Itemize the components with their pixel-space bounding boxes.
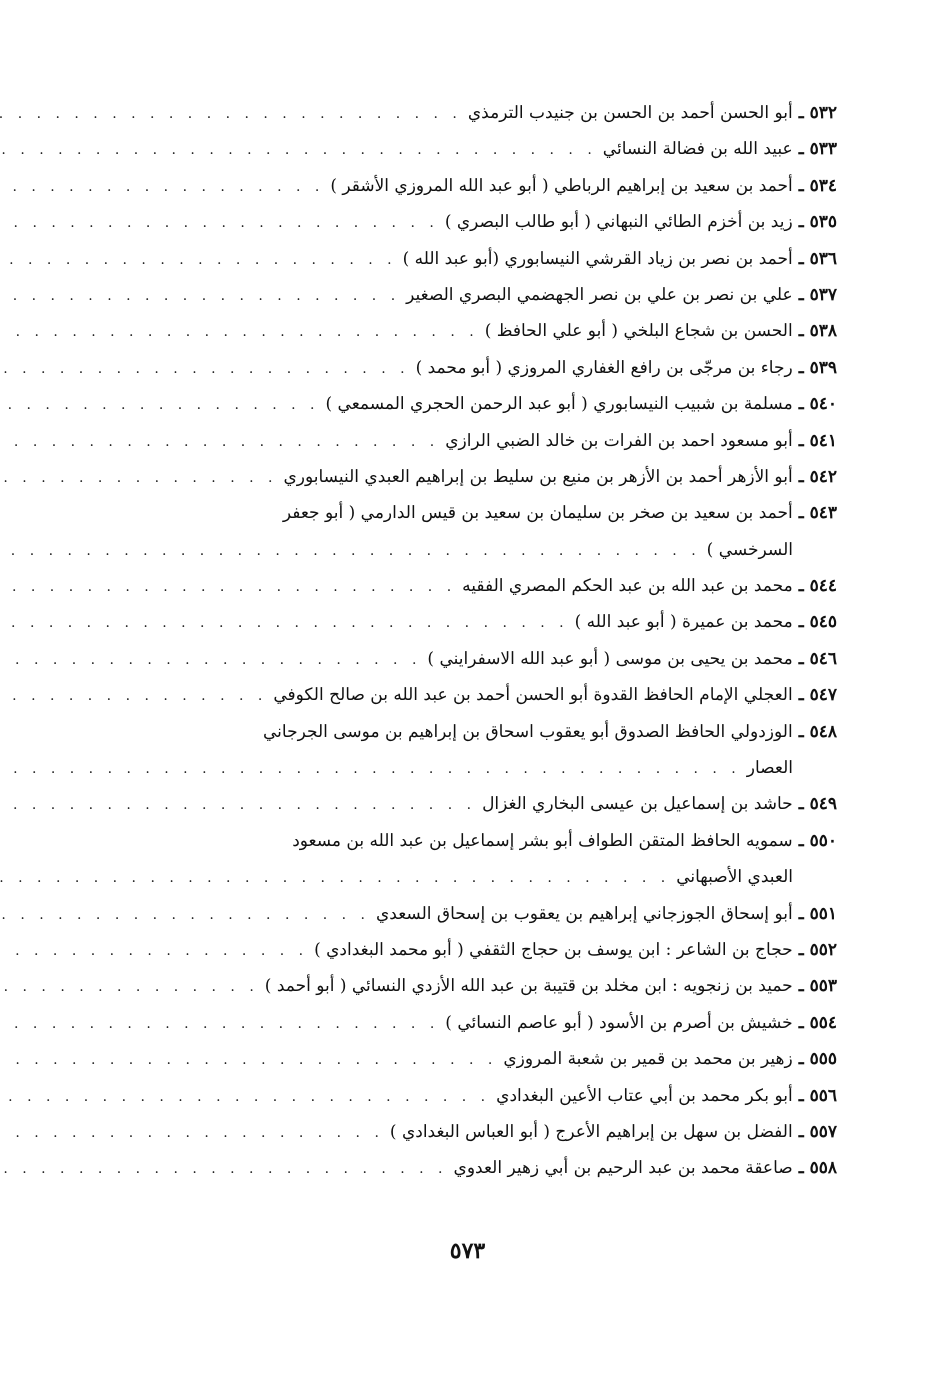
- entry-title: زهير بن محمد بن قمير بن شعبة المروزي: [503, 1049, 793, 1070]
- entry-number: ٥٣٣ ـ: [798, 139, 837, 160]
- entry-number: ٥٤٠ ـ: [798, 394, 837, 415]
- toc-entry: [125, 677, 837, 713]
- entry-title: أبو الأزهر أحمد بن الأزهر بن منيع بن سليط بن إبراهيم العبدي النيسابوري: [283, 466, 793, 487]
- entry-title: علي بن نصر بن علي بن نصر الجهضمي البصري الصغير: [406, 284, 793, 305]
- entry-number: ٥٥٤ ـ: [798, 1012, 837, 1033]
- toc-entry: [125, 568, 837, 604]
- dot-leader: [0, 787, 476, 823]
- entry-title: أحمد بن سعيد بن صخر بن سليمان بن سعيد بن قيس الدارمي ( أبو جعفر: [282, 503, 793, 524]
- dot-leader: [0, 969, 259, 1005]
- entry-number: ٥٣٩ ـ: [798, 357, 837, 378]
- entry-number: ٥٣٦ ـ: [798, 248, 837, 269]
- entry-title: أبو مسعود احمد بن الفرات بن خالد الضبي الرازي: [445, 430, 793, 451]
- entry-title: العبدي الأصبهاني: [676, 867, 793, 888]
- entry-number: ٥٣٨ ـ: [798, 321, 837, 342]
- dot-leader: [0, 1151, 448, 1187]
- toc-entry: [125, 1041, 837, 1077]
- entry-title: العصار: [746, 758, 793, 779]
- dot-leader: [0, 1079, 490, 1115]
- dot-leader: [0, 569, 456, 605]
- dot-leader: [0, 605, 569, 641]
- entry-title: سمويه الحافظ المتقن الطواف أبو بشر إسماعيل بن عبد الله بن مسعود: [292, 830, 793, 851]
- toc-entry: [125, 313, 837, 349]
- entry-number: ٥٤٨ ـ: [798, 721, 837, 742]
- toc-entry: [125, 641, 837, 677]
- entry-title: حميد بن زنجويه : ابن مخلد بن قتيبة بن عبد الله الأزدي النسائي ( أبو أحمد ): [264, 976, 793, 997]
- toc-entry: [125, 277, 837, 313]
- toc-entry: [125, 932, 837, 968]
- entry-title: السرخسي ): [706, 539, 793, 560]
- dot-leader: [0, 1115, 384, 1151]
- dot-leader: [0, 533, 701, 569]
- dot-leader: [0, 169, 324, 205]
- dot-leader: [0, 96, 462, 132]
- entry-number: ٥٥٥ ـ: [798, 1049, 837, 1070]
- entry-number: ٥٤٢ ـ: [798, 466, 837, 487]
- dot-leader: [0, 642, 421, 678]
- dot-leader: [0, 897, 370, 933]
- toc-entry: [125, 495, 837, 531]
- dot-leader: [0, 205, 439, 241]
- entry-number: ٥٥٣ ـ: [798, 976, 837, 997]
- entry-title: حاشد بن إسماعيل بن عيسى البخاري الغزال: [482, 794, 793, 815]
- toc-entry: [125, 423, 837, 459]
- dot-leader: [0, 424, 439, 460]
- toc-entry: [125, 786, 837, 822]
- toc-entry: [125, 204, 837, 240]
- entry-number: ٥٥٨ ـ: [798, 1158, 837, 1179]
- toc-entry: [125, 1005, 837, 1041]
- entry-title: مسلمة بن شبيب النيسابوري ( أبو عبد الرحمن الحجري المسمعي ): [325, 394, 793, 415]
- toc-entry: [125, 241, 837, 277]
- toc-entry: [125, 95, 837, 131]
- entry-title: أبو بكر محمد بن أبي عتاب الأعين البغدادي: [496, 1085, 793, 1106]
- entry-number: ٥٥٠ ـ: [798, 830, 837, 851]
- entry-number: ٥٤٧ ـ: [798, 685, 837, 706]
- dot-leader: [0, 387, 320, 423]
- dot-leader: [0, 933, 308, 969]
- dot-leader: [0, 678, 267, 714]
- toc-entry: [125, 1114, 837, 1150]
- toc-entry: [125, 168, 837, 204]
- dot-leader: [0, 351, 410, 387]
- toc-entry: [125, 604, 837, 640]
- entry-title: صاعقة محمد بن عبد الرحيم بن أبي زهير العدوي: [453, 1158, 793, 1179]
- entry-title: أحمد بن نصر بن زياد القرشي النيسابوري (أبو عبد الله ): [402, 248, 793, 269]
- entry-title: محمد بن يحيى بن موسى ( أبو عبد الله الاسفرايني ): [427, 648, 793, 669]
- entry-number: ٥٤٩ ـ: [798, 794, 837, 815]
- toc-entry: [125, 386, 837, 422]
- toc-entry-continuation: [125, 750, 837, 786]
- entry-number: ٥٥٧ ـ: [798, 1121, 837, 1142]
- toc-entry: [125, 714, 837, 750]
- entry-title: محمد بن عميرة ( أبو عبد الله ): [574, 612, 793, 633]
- dot-leader: [0, 460, 277, 496]
- entry-number: ٥٤٥ ـ: [798, 612, 837, 633]
- entry-number: ٥٥٦ ـ: [798, 1085, 837, 1106]
- entry-title: أبو إسحاق الجوزجاني إبراهيم بن يعقوب بن إسحاق السعدي: [376, 903, 793, 924]
- entry-number: ٥٤٣ ـ: [798, 503, 837, 524]
- entry-title: العجلي الإمام الحافظ القدوة أبو الحسن أحمد بن عبد الله بن صالح الكوفي: [273, 685, 793, 706]
- toc-entry: [125, 896, 837, 932]
- entry-number: ٥٣٥ ـ: [798, 212, 837, 233]
- toc-entry-continuation: [125, 532, 837, 568]
- toc-entry: [125, 968, 837, 1004]
- entry-title: رجاء بن مرجّى بن رافع الغفاري المروزي ( أبو محمد ): [415, 357, 793, 378]
- entry-number: ٥٣٤ ـ: [798, 175, 837, 196]
- dot-leader: [0, 242, 397, 278]
- entry-title: زيد بن أخزم الطائي النبهاني ( أبو طالب البصري ): [444, 212, 793, 233]
- dot-leader: [0, 314, 479, 350]
- toc-entry: [125, 823, 837, 859]
- toc-entry: [125, 1150, 837, 1186]
- entry-title: محمد بن عبد الله بن عبد الحكم المصري الفقيه: [462, 576, 793, 597]
- toc-entry: [125, 1078, 837, 1114]
- entry-number: ٥٤١ ـ: [798, 430, 837, 451]
- entry-number: ٥٣٧ ـ: [798, 284, 837, 305]
- dot-leader: [0, 278, 400, 314]
- entry-title: الحسن بن شجاع البلخي ( أبو علي الحافظ ): [484, 321, 793, 342]
- toc-entry-continuation: [125, 859, 837, 895]
- entry-title: خشيش بن أصرم بن الأسود ( أبو عاصم النسائي ): [445, 1012, 793, 1033]
- entry-number: ٥٤٤ ـ: [798, 576, 837, 597]
- entry-title: الفضل بن سهل بن إبراهيم الأعرج ( أبو العباس البغدادي ): [389, 1121, 793, 1142]
- entry-number: ٥٣٢ ـ: [798, 103, 837, 123]
- entry-title: عبيد الله بن فضالة النسائي: [602, 139, 793, 160]
- toc-entry: [125, 131, 837, 167]
- entry-title: أبو الحسن أحمد بن الحسن بن جنيدب الترمذي: [467, 103, 793, 123]
- entry-number: ٥٥٢ ـ: [798, 939, 837, 960]
- dot-leader: [0, 751, 741, 787]
- dot-leader: [0, 132, 597, 168]
- table-of-contents: [125, 95, 837, 1187]
- dot-leader: [0, 1006, 439, 1042]
- page-number: ٥٧٣: [449, 1238, 486, 1264]
- dot-leader: [0, 1042, 497, 1078]
- toc-entry: [125, 350, 837, 386]
- dot-leader: [0, 860, 670, 896]
- entry-number: ٥٥١ ـ: [798, 903, 837, 924]
- toc-entry: [125, 459, 837, 495]
- entry-title: الوزدولي الحافظ الصدوق أبو يعقوب اسحاق بن إبراهيم بن موسى الجرجاني: [263, 721, 793, 742]
- entry-title: أحمد بن سعيد بن إبراهيم الرباطي ( أبو عبد الله المروزي الأشقر ): [330, 175, 793, 196]
- entry-title: حجاج بن الشاعر : ابن يوسف بن حجاج الثقفي ( أبو محمد البغدادي ): [314, 939, 793, 960]
- entry-number: ٥٤٦ ـ: [798, 648, 837, 669]
